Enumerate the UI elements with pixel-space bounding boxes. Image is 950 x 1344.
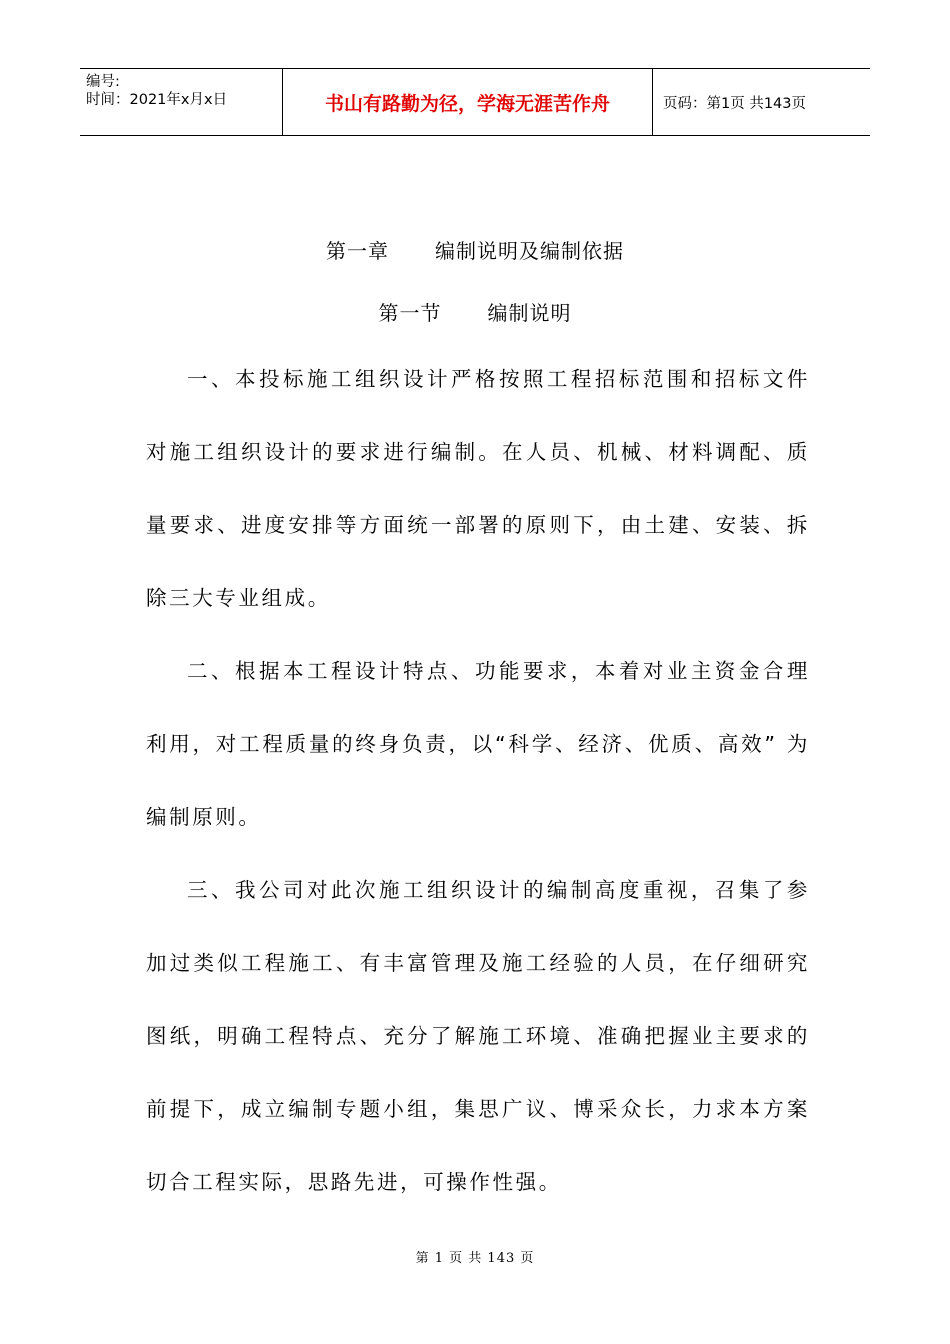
header-meta (80, 69, 283, 135)
paragraph: 三、我公司对此次施工组织设计的编制高度重视，召集了参加过类似工程施工、有丰富管理及施工经验的人员，在仔细研究图纸，明确工程特点、充分了解施工环境、准确把握业主要求的前提下，成立编制专题小组，集思广议、博采众长，力求本方案切合工程实际，思路先进，可操作性强。 (146, 878, 810, 1194)
paragraph: 一、本投标施工组织设计严格按照工程招标范围和招标文件对施工组织设计的要求进行编制。在人员、机械、材料调配、质量要求、进度安排等方面统一部署的原则下，由土建、安装、拆除三大专业组成。 (146, 367, 810, 610)
page-footer: 第 1 页 共 143 页 (415, 1251, 535, 1266)
chapter-heading (0, 235, 950, 264)
chapter-title: 编制说明及编制依据 (435, 239, 624, 263)
document-number-label: 编号: (86, 74, 120, 90)
section-number: 第一节 (378, 301, 442, 325)
header-motto: 书山有路勤为径，学海无涯苦作舟 (283, 69, 653, 135)
header-page-info: 页码：第1页 共143页 (663, 95, 807, 112)
document-date: 时间：2021年x月x日 (86, 92, 228, 108)
document-body (146, 343, 810, 1219)
chapter-number: 第一章 (326, 239, 389, 263)
document-header (80, 68, 870, 136)
section-heading (0, 297, 950, 326)
section-title: 编制说明 (487, 301, 572, 325)
paragraph: 二、根据本工程设计特点、功能要求，本着对业主资金合理利用，对工程质量的终身负责，以“科学、经济、优质、高效” 为编制原则。 (146, 659, 810, 829)
